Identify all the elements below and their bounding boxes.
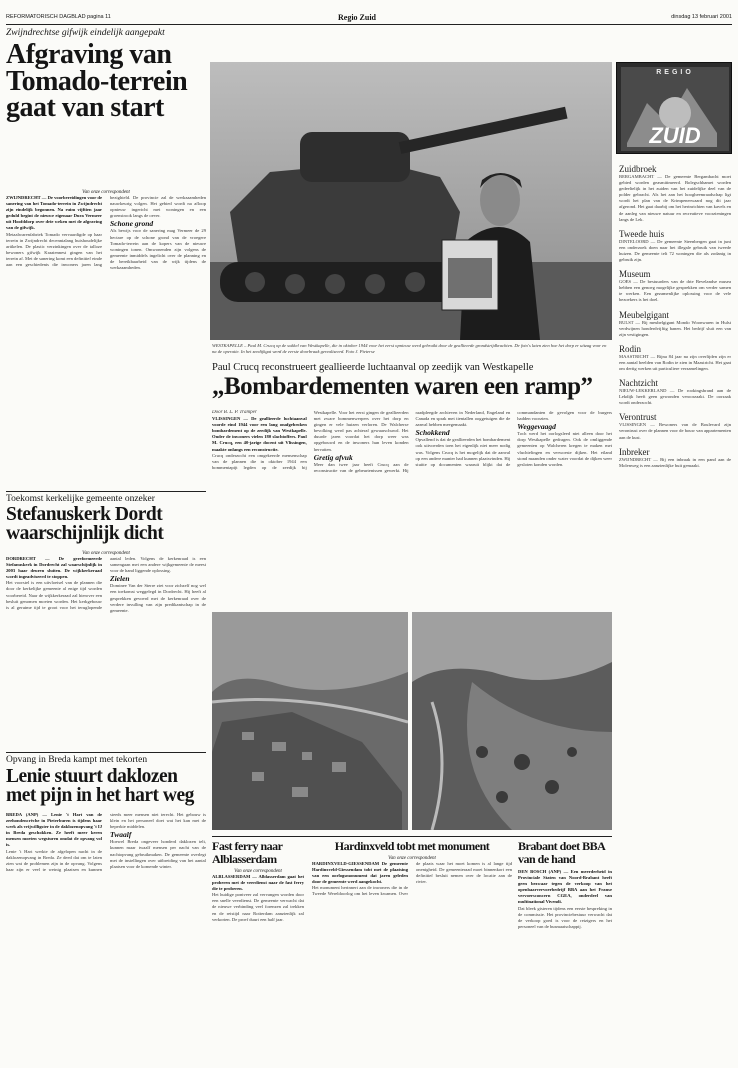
tank-photo [210, 62, 612, 340]
hardinxveld-byline: Van onze correspondent [388, 856, 436, 861]
stefanus-body2: Dominee Van der Sterre ziet voor zichzelf nog wel een toekomst weggelegd in Dordrecht. Hij heeft al gesprekken gevoerd met de kerkenraad over de verdere invulling van zijn predikantschap in de gemeente. [110, 583, 206, 613]
logo-top-word: REGIO [656, 69, 694, 76]
bombardementen-subhead1: Gretig afvuk [313, 452, 353, 462]
stefanus-lead: De gereformeerde Stefanuskerk in Dordrecht zal waarschijnlijk in 2003 haar deuren sluiten. De wijkkerkeraad wordt ingeadviseerd te stoppen. [6, 556, 102, 580]
regio-zuid-logo [616, 62, 732, 154]
stefanus-body [6, 551, 206, 749]
aerial-photo-after [412, 612, 612, 830]
aerial-photo-before [212, 612, 408, 830]
lenie-subhead: Twaalf [110, 830, 132, 840]
logo-bottom-word: ZUID [649, 123, 701, 148]
brief-item [619, 344, 731, 372]
lenie-lead: Lenie 't Hart van de zeehondencrèche in Pieterburen is tijdens haar werk als vrijwilligster in de daklozenopvang 't IJ in Breda geschokken. Ze heeft meer keren mensen moeten wegsturen omdat de opvang vol is. [6, 812, 102, 848]
brief-heading: Tweede huis [619, 228, 665, 239]
stefanus-kicker: Toekomst kerkelijke gemeente onzeker [6, 494, 155, 504]
section-title: Regio Zuid [338, 13, 377, 22]
tank-photo-art [210, 62, 612, 340]
brief-item [619, 269, 731, 303]
brief-text: NIEUW-LEKKERLAND — De rookingsbrand aan de Lekdijk heeft geen gewonden veroorzaakt. De oorzaak wordt onderzocht. [619, 388, 731, 406]
bombardementen-body [212, 410, 612, 610]
brief-heading: Rodin [619, 343, 642, 354]
bombardementen-kicker: Paul Crucq reconstrueert geallieerde luchtaanval op zeedijk van Westkapelle [212, 362, 534, 373]
tomado-article-body [6, 190, 206, 482]
hardinxveld-headline: Hardinxveld tobt met monument [334, 839, 490, 853]
stefanus-dateline: DORDRECHT — [6, 556, 50, 561]
bombardementen-body4: Toch werd het oorlogsleed niet alleen door het dorp Westkapelle gedragen. Ook de omliggende gemeenten op Walcheren kregen te maken met vluchtelingen en verwoeste dijken. Het eiland stond maanden onder water voordat de dijken weer gesloten konden worden. [517, 431, 612, 467]
brief-item [619, 412, 731, 440]
lenie-kicker: Opvang in Breda kampt met tekorten [6, 755, 148, 765]
tomado-body2: Als bewijs voor de sanering mag Vermeer de 29 hectare op de schone grond van de vroegere Tomado-terrein aan de kopers van de nieuwe woningen tonen. Omwonenden zijn volgens de gemeente inmiddels ingelicht over de planning en de bereikbaarheid van de wijk tijdens de werkzaamheden. [110, 228, 206, 271]
fast-ferry-headline: Fast ferry naar Alblasserdam [212, 839, 283, 866]
bombardementen-body2: Meer dan twee jaar heeft Crucq aan de reconstructie van de gebeurtenissen gewerkt. Hij raadpleegde archieven in Nederland, Engeland en Canada en sprak met tientallen ooggetuigen die de aanval hebben meegemaakt. [313, 410, 511, 473]
tomado-headline: Afgraving van Tomado-terrein gaat van start [6, 39, 188, 124]
brabant-headline: Brabant doet BBA van de hand [518, 839, 605, 866]
aerial-photo-before-art [212, 612, 408, 830]
hardinxveld-lead: De gemeente Hardinxveld-Giessendam tobt met de plaatsing van een oorlogsmonument dat jaren geleden door de gemeente werd aangekocht. [312, 861, 408, 885]
hardinxveld-article [312, 840, 512, 1065]
lenie-headline: Lenie stuurt daklozen met pijn in het hart weg [6, 766, 194, 806]
brief-heading: Verontrust [619, 412, 657, 423]
stefanus-headline: Stefanuskerk Dordt waarschijnlijk dicht [6, 504, 164, 544]
divider [6, 752, 206, 753]
tomado-dateline: ZWIJNDRECHT — [6, 195, 47, 200]
brief-item [619, 229, 731, 263]
bombardementen-subhead2: Schokkend [415, 428, 450, 438]
tomado-subhead: Schone grond [110, 219, 154, 229]
brief-heading: Meubelgigant [619, 309, 669, 320]
brief-heading: Museum [619, 269, 651, 280]
stefanus-body1: Het voorstel is een uitvloeisel van de plannen die door de kerkelijke gemeente al enige tijd worden voorbereid. Naar de wijkkerkeraad zal hierover een besluit genomen moeten worden. Het kerkgebouw is al geruime tijd te groot voor het teruglopende aantal leden. Volgens de kerkenraad is een samengaan met een andere wijkgemeente de meest voor de hand liggende oplossing. [6, 556, 206, 610]
lenie-body [6, 812, 206, 1062]
brief-heading: Zuidbroek [619, 164, 657, 174]
lenie-dateline: BREDA (ANP) — [6, 812, 47, 817]
issue-date: dinsdag 13 februari 2001 [671, 14, 732, 20]
hardinxveld-body: Het monument herinnert aan de inwoners die in de Tweede Wereldoorlog om het leven kwamen. Over de plaats waar het moet komen is al lange tijd onenigheid. De gemeenteraad moet binnenkort een definitief besluit nemen over de locatie aan de rivier. [312, 861, 512, 897]
brabant-body: Dat bleek gisteren tijdens een eerste bespreking in de commissie. Het provinciebestuur verwacht dat de verkoop goed is voor de reizigers en het personeel van de busmaatschappij. [518, 905, 612, 929]
photo-caption: WESTKAPELLE – Paul M. Crucq op de sokkel van Westkapelle, die in oktober 1944 voor het eerst opnieuw werd gebruikt door de geallieerde grondstrijdkrachten. De foto's laten zien hoe het dorp er uitzag voor en na de operatie. In het zeedijkgat werd de eerste doorbraak gerealiseerd. Foto J. Pieterse [212, 343, 607, 354]
lenie-body1: Lenie 't Hart werkte de afgelopen nacht in de daklozenopvang in Breda. Ze deed dat om te laten zien wat de problemen zijn in de opvang. Volgens haar zijn er veel te weinig plaatsen en kunnen steeds meer mensen niet terecht. Het gebouw is klein en het personeel doet wat het kan met de beperkte middelen. [6, 812, 206, 872]
brief-text: ZWIJNDRECHT — Bij een inbraak in een pand aan de Molenweg is een aanzienlijke buit gemaakt. [619, 456, 731, 468]
stefanus-byline: Van onze correspondent [82, 551, 130, 556]
bombardementen-dateline: VLISSINGEN — [212, 416, 249, 422]
tomado-body: Metaalwarenfabriek Tomado vervaardigde op haar terrein in Zwijndrecht decennialang huishoudelijke artikelen. De plastic verzinkingen over de talloze bewoners gifwijk Kraaiennest gingen van het terrein af. Met de sanering komt een definitief einde aan een geschiedenis die inwoners jaren lang bezighield. De provincie zal de werkzaamheden nauwkeurig volgen. Het gebied wordt na afloop opnieuw ingericht met woningen en een groenstrook langs de oever. [6, 195, 206, 268]
lenie-body2: Hoewel Breda ongeveer honderd daklozen telt, kunnen maar twaalf mensen per nacht van de nachtopvang gebruikmaken. De gemeente overlegt met de instellingen over uitbreiding van het aantal plaatsen voor de komende winter. [110, 839, 206, 869]
fast-ferry-article [212, 840, 304, 1065]
brabant-dateline: DEN BOSCH (ANP) — [518, 869, 569, 874]
stefanus-subhead: Zielen [110, 574, 130, 584]
bombardementen-byline: Door B. L. P. Tramper [212, 410, 257, 415]
hardinxveld-dateline: HARDINXVELD-GIESSENDAM [312, 861, 380, 866]
fast-ferry-body: Het huidige pontveer zal vervangen worden door een snelle veerdienst. De gemeente verwacht dat de nieuwe verbinding veel forenzen zal trekken en de reistijd naar Rotterdam aanzienlijk zal verkorten. De proef duurt een half jaar. [212, 892, 304, 922]
fast-ferry-byline: Van onze correspondent [234, 869, 282, 874]
bombardementen-headline: „Bombardementen waren een ramp” [212, 373, 593, 400]
tomado-byline: Van onze correspondent [82, 190, 130, 195]
brabant-lead: Een meerderheid in Provinciale Staten van Noord-Brabant heeft geen bezwaar tegen de verkoop van het openbaarvervoerbedrijf BBA aan het Franse vervoersconcern CGEA, onderdeel van multinational Vivendi. [518, 869, 612, 905]
aerial-photo-after-art [412, 612, 612, 830]
brief-item [619, 310, 731, 338]
tomado-kicker: Zwijndrechtse gifwijk eindelijk aangepakt [6, 28, 165, 38]
header-rule [6, 24, 732, 25]
brief-item [619, 447, 731, 469]
brief-text: MAASTRICHT — Bijna 84 jaar na zijn overlijden zijn er een aantal beelden van Rodin te zien in Maastricht. Het gaat om dertig werken uit particuliere verzamelingen. [619, 353, 731, 371]
tomado-lead: De voorbereidingen voor de sanering van het Tomado-terrein in Zwijndrecht zijn eindelijk begonnen. Na ruim vijftien jaar geduld begint de nieuwe eigenaar Dura Vermeer uit Hoofddorp over drie weken met de afgraving van de gifwijk. [6, 195, 102, 231]
divider [6, 491, 206, 492]
brief-text: BULST — Bij meubelgigant Mondo Woonwaren in Hulst verdwijnen honderdvijftig banen. Het bedrijf sluit een van zijn vestigingen. [619, 319, 731, 337]
brabant-article [518, 840, 612, 1065]
brief-heading: Inbreker [619, 446, 650, 457]
brief-item [619, 164, 731, 223]
bombardementen-body3: Opvallend is dat de geallieerden het bombardement ook uitvoerden toen het eigenlijk niet meer nodig was. Volgens Crucq is het mogelijk dat de aanval op een andere manier had kunnen plaatsvinden. Hij stuitte op documenten waaruit blijkt dat de commandanten de gevolgen voor de burgers hadden voorzien. [415, 410, 612, 467]
divider [212, 836, 612, 837]
brief-text: BERGAMBACHT — De gemeente Bergambacht moet gebied worden geasmitimeerd. Bolegschhamet worden gedeeltelijk in het zuiden van het zuidelijke deel van de polder gebracht. Als het aan het hoogheemraadschap ligt wordt het plan van de Krimpenerwaard nog dit jaar afgerond. Het gaat daarbij om het herinrichten van kavels en de aanleg van nieuwe natuur en recreatieve voorzieningen langs de Lek. [619, 174, 731, 222]
sidebar-briefs [619, 158, 731, 1028]
bombardementen-body1: Crucq onderzocht een omgekeerde mensenschap van de plannen die in oktober 1944 een bommentapijt legden op de zeedijk bij Westkapelle. Voor het eerst gingen de geallieerden met zware bommenwerpers over het dorp en gingen er vele huizen verloren. De Walcherse bevolking werd pas achteraf gewaarschuwd. Het duurde jaren voordat het dorp weer was opgebouwd en de inwoners hun leven konden hervatten. [212, 410, 409, 470]
paper-page: REFORMATORISCH DAGBLAD pagina 11 [6, 14, 111, 20]
fast-ferry-lead: ALBLASSERDAM — Alblasserdam gaat het proberen met de veerdienst naar de fast ferry die te proberen. [212, 874, 304, 892]
brief-text: GOES — De bestuurders van de drie Bevelandse musea hebben een genoeg mogelijke gesprekken om verder samen te werken. Een gezamenlijke oplossing voor de vele bezoekers is het doel. [619, 279, 731, 303]
brief-heading: Nachtzicht [619, 378, 658, 389]
brief-item [619, 378, 731, 406]
bombardementen-subhead3: Weggevaagd [517, 422, 556, 432]
brief-text: DINTELOORD — De gemeente Steenbergen gaat in juni een onderzoek doen naar het illegale gebruik van tweede huizen. De gemeente telt 72 woningen die als zodanig in gebruik zijn. [619, 238, 731, 263]
brief-text: VLISSINGEN — Bewoners van de Boulevard zijn verontrust over de plannen voor de bouw van appartementen aan de kust. [619, 422, 731, 440]
bombardementen-lead: De geallieerde luchtaanval voorde eind 1944 voor een lang onafgebroken bombardement op de zeedijk van Westkapelle. Onder de inwoners vielen 180 slachtoffers. Paul M. Crucq, een 40-jarige docent uit Vlissingen, maakte onlangs een reconstructie. [212, 416, 307, 452]
